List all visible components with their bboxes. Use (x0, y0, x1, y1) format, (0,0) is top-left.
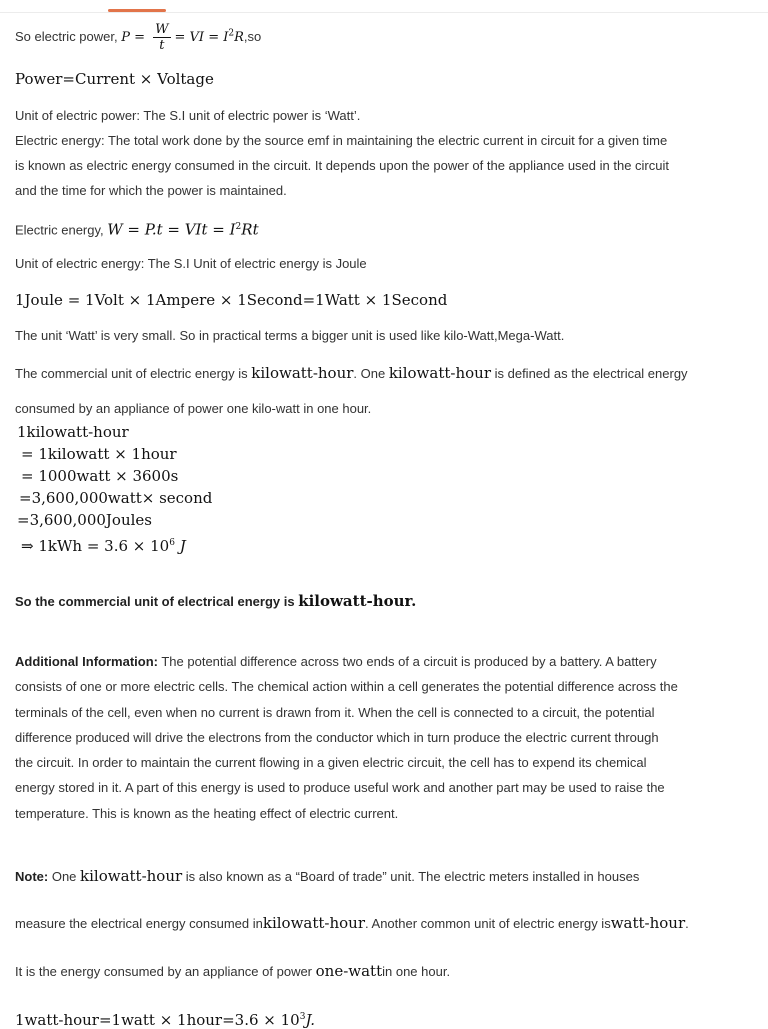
additional-info-5: the circuit. In order to maintain the current flowing in a given electric circuit, the cell has to expend its chemical (15, 755, 647, 770)
resistance-symbol: R (234, 29, 244, 45)
watt-hour-equation (15, 1008, 315, 1029)
additional-info-label: Additional Information: (15, 654, 158, 669)
additional-info-7: temperature. This is known as the heating effect of electric current. (15, 806, 399, 821)
calc-step-1: 1kilowatt-hour (17, 423, 129, 441)
energy-formula-main: W = P.t = VIt = I (107, 220, 236, 239)
commercial-unit-text-a: The commercial unit of electric energy is (15, 366, 252, 381)
joule-definition: 1Joule = 1Volt × 1Ampere × 1Second=1Watt × 1Second (15, 291, 448, 309)
conclusion-text: So the commercial unit of electrical energy is (15, 594, 299, 609)
note-line-1 (15, 867, 639, 886)
conclusion-unit: kilowatt-hour. (298, 592, 417, 610)
electric-energy-def-2: is known as electric energy consumed in the circuit. It depends upon the power of the appliance used in the circuit (15, 158, 669, 173)
calc-step-2: = 1kilowatt × 1hour (21, 445, 177, 463)
power-symbol: P (121, 29, 130, 45)
conclusion-line (15, 592, 416, 611)
note2-term-wh: watt-hour (610, 914, 686, 932)
watt-hour-main: 1watt-hour=1watt × 1hour=3.6 × 10 (15, 1011, 300, 1029)
additional-info-text-1: The potential difference across two ends of a circuit is produced by a battery. A battery (157, 654, 657, 669)
electric-energy-formula (15, 218, 259, 239)
unit-electric-energy: Unit of electric energy: The S.I Unit of electric energy is Joule (15, 256, 367, 271)
note-line-2 (15, 914, 689, 933)
electric-energy-def-3: and the time for which the power is maintained. (15, 183, 287, 198)
commercial-unit-term-2: kilowatt-hour (388, 364, 491, 382)
note-term-kwh: kilowatt-hour (80, 867, 183, 885)
energy-formula-prefix: Electric energy, (15, 222, 108, 238)
tab-accent-indicator (108, 9, 166, 12)
additional-info-1 (15, 653, 657, 671)
commercial-unit-term-1: kilowatt-hour (251, 364, 354, 382)
note-line-3 (15, 962, 450, 981)
power-formula-suffix: ,so (243, 28, 262, 44)
note2-term-kwh: kilowatt-hour (262, 914, 366, 932)
calc-step-3: = 1000watt × 3600s (21, 467, 179, 485)
power-current-voltage: Power=Current × Voltage (15, 70, 214, 88)
commercial-unit-text-c: is defined as the electrical energy (491, 366, 688, 381)
top-divider (0, 12, 768, 13)
calc-step-6 (21, 534, 186, 555)
watt-hour-unit: J. (305, 1011, 316, 1029)
power-equation: = VI = I (174, 29, 229, 45)
note2-text-e: . (685, 916, 689, 931)
commercial-unit-line (15, 364, 688, 383)
unit-electric-power: Unit of electric power: The S.I unit of electric power is ‘Watt’. (15, 108, 361, 123)
electric-energy-def-1: Electric energy: The total work done by the source emf in maintaining the electric current in circuit for a given time (15, 133, 668, 148)
additional-info-6: energy stored in it. A part of this energy is used to produce useful work and another part may be used to raise the (15, 780, 665, 795)
energy-formula-tail: Rt (241, 220, 259, 239)
note3-text-a: It is the energy consumed by an appliance of power (15, 964, 316, 979)
note2-text-a: measure the electrical energy consumed in (15, 916, 263, 931)
energy-exponent: 2 (235, 222, 242, 232)
additional-info-3: terminals of the cell, even when no current is drawn from it. When the cell is connected to a circuit, the potential (15, 705, 655, 720)
note2-text-c: . Another common unit of electric energy is (365, 916, 611, 931)
commercial-unit-line-2: consumed by an appliance of power one kilo-watt in one hour. (15, 401, 372, 416)
fraction-numerator: W (155, 22, 169, 37)
watt-small-note: The unit ‘Watt’ is very small. So in practical terms a bigger unit is used like kilo-Watt,Mega-Watt. (15, 328, 565, 343)
commercial-unit-text-b: . One (353, 366, 389, 381)
power-exponent: 2 (228, 28, 235, 39)
work-over-time-fraction (153, 22, 170, 53)
watt-hour-exponent: 3 (299, 1012, 306, 1022)
calc-step-4: =3,600,000watt× second (19, 489, 213, 507)
fraction-denominator: t (159, 38, 165, 53)
additional-info-4: difference produced will drive the electrons from the conductor which in turn produce the electric current through (15, 730, 659, 745)
kwh-exponent: 6 (169, 538, 175, 548)
kwh-equation: ⇒ 1kWh = 3.6 × 10 (21, 537, 170, 555)
note3-term-one-watt: one-watt (315, 962, 383, 980)
additional-info-2: consists of one or more electric cells. The chemical action within a cell generates the potential difference across the (15, 679, 678, 694)
power-formula-line: So electric power, P = $\frac{W}{t}$ = VI = $I^2R,so$ (15, 22, 262, 53)
power-formula-prefix: So electric power, (15, 28, 122, 44)
note-label: Note: (15, 869, 49, 884)
calc-step-5: =3,600,000Joules (17, 511, 152, 529)
note3-text-c: in one hour. (382, 964, 451, 979)
kwh-unit: J (174, 537, 186, 555)
note-text-c: is also known as a “Board of trade” unit. The electric meters installed in houses (182, 869, 640, 884)
note-text-a: One (48, 869, 81, 884)
